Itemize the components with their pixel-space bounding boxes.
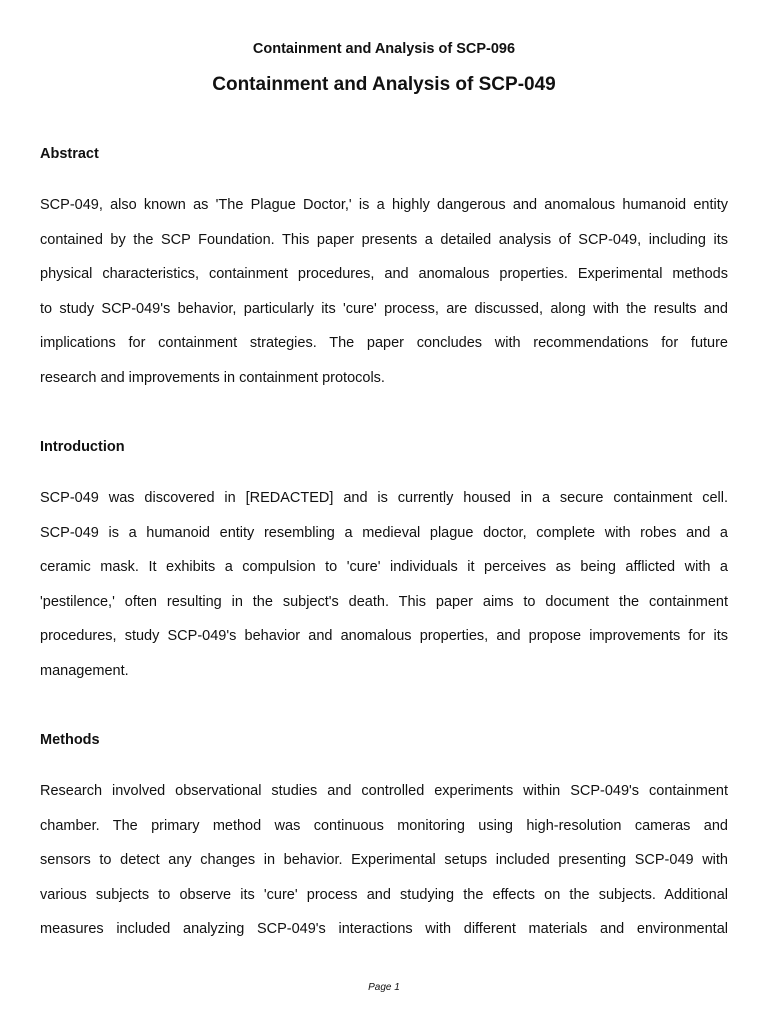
methods-line: chamber. The primary method was continuous monitoring using high-resolution cameras and [40,817,728,834]
methods-line: Research involved observational studies and controlled experiments within SCP-049's containment [40,783,728,799]
abstract-line: to study SCP-049's behavior, particularly its 'cure' process, are discussed, along with the results and [40,300,728,317]
abstract-paragraph [40,188,728,395]
introduction-paragraph [40,481,728,688]
methods-heading: Methods [40,732,100,748]
introduction-heading: Introduction [40,439,125,455]
page-number: Page 1 [368,982,400,993]
abstract-heading: Abstract [40,146,99,162]
abstract-line: SCP-049, also known as 'The Plague Doctor,' is a highly dangerous and anomalous humanoid entity [40,197,728,213]
abstract-line: research and improvements in containment protocols. [40,369,385,386]
introduction-line: 'pestilence,' often resulting in the subject's death. This paper aims to document the containment [40,593,728,610]
abstract-line: contained by the SCP Foundation. This paper presents a detailed analysis of SCP-049, including its [40,231,728,248]
paper-title: Containment and Analysis of SCP-049 [212,74,556,95]
abstract-line: physical characteristics, containment procedures, and anomalous properties. Experimental methods [40,266,728,282]
introduction-line: management. [40,662,129,679]
introduction-line: ceramic mask. It exhibits a compulsion to 'cure' individuals it perceives as being afflicted with a [40,559,728,575]
methods-line: various subjects to observe its 'cure' process and studying the effects on the subjects. Additional [40,886,728,903]
introduction-line: procedures, study SCP-049's behavior and anomalous properties, and propose improvements for its [40,628,728,644]
methods-line: sensors to detect any changes in behavior. Experimental setups included presenting SCP-049 with [40,852,728,868]
running-head: Containment and Analysis of SCP-096 [252,41,516,57]
introduction-line: SCP-049 was discovered in [REDACTED] and is currently housed in a secure containment cell. [40,490,728,506]
abstract-line: implications for containment strategies. The paper concludes with recommendations for future [40,335,728,351]
introduction-line: SCP-049 is a humanoid entity resembling a medieval plague doctor, complete with robes and a [40,524,728,541]
methods-paragraph [40,774,728,947]
methods-line: measures included analyzing SCP-049's interactions with different materials and environmental [40,921,728,937]
